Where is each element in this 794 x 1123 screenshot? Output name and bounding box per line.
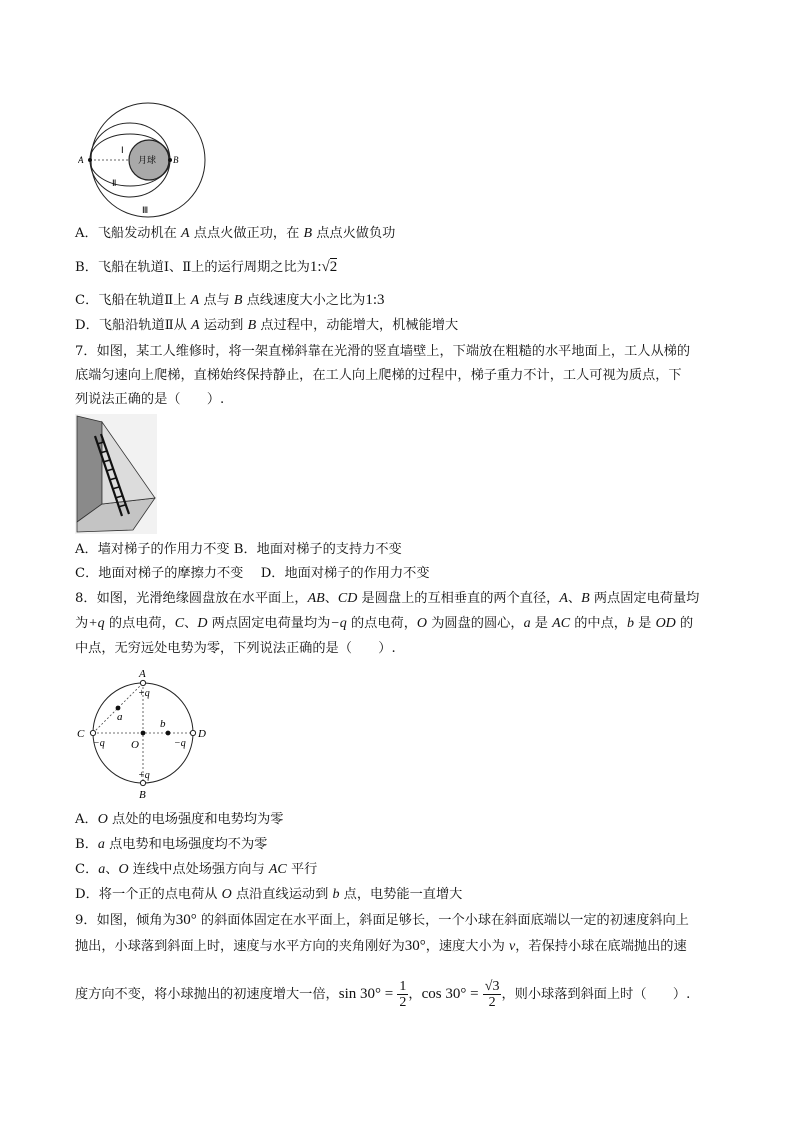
var: a: [523, 616, 531, 631]
orbit-figure: [78, 98, 214, 220]
text: 的点电荷，: [104, 616, 175, 631]
q9-stem-line2: [75, 936, 687, 957]
var: AC: [268, 862, 287, 877]
text: 是: [530, 616, 553, 631]
var: B: [233, 293, 243, 308]
q8-option-a: [75, 810, 283, 830]
var: O: [221, 887, 232, 902]
text: B．飞船在轨道Ⅰ、Ⅱ上的运行周期之比为: [75, 260, 310, 275]
text: 点与: [199, 293, 234, 308]
text: 的斜面体固定在水平面上，斜面足够长，一个小球在斜面底端以一定的初速度斜向上: [196, 913, 689, 928]
text: 是圆盘上的互相垂直的两个直径，: [357, 591, 560, 606]
q8-stem-line3: 中点，无穷远处电势为零，下列说法正确的是（ ）.: [75, 641, 396, 656]
charge-a: +q: [138, 688, 150, 699]
label-b: B: [139, 789, 146, 801]
text: D．将一个正的点电荷从: [75, 887, 222, 902]
var: C: [174, 616, 185, 631]
var: O: [118, 862, 129, 877]
cos-expr: cos 30° =: [421, 986, 479, 1002]
label-i: Ⅰ: [121, 145, 124, 155]
var: b: [626, 616, 634, 631]
text: 度方向不变，将小球抛出的初速度增大一倍，: [75, 987, 339, 1002]
charge-b: +q: [138, 770, 150, 781]
text: ，若保持小球在底端抛出的速: [515, 939, 687, 954]
q8-stem-line1: [75, 589, 699, 609]
text: 点点火做负功: [312, 226, 396, 241]
var: OD: [655, 616, 676, 631]
charge-c: −q: [93, 738, 105, 749]
label-c: C: [77, 728, 85, 740]
point-a: [88, 158, 92, 162]
denominator: 2: [488, 995, 496, 1010]
text: 连线中点处场强方向与: [128, 862, 269, 877]
text: ，速度大小为: [425, 939, 510, 954]
text: 点，电势能一直增大: [339, 887, 463, 902]
text: ，: [408, 987, 422, 1002]
label-b: B: [173, 155, 179, 165]
text: C．: [75, 862, 99, 877]
text: 运动到: [199, 318, 248, 333]
sqrt-radicand: 2: [329, 259, 338, 275]
text: B．: [75, 837, 98, 852]
var: a: [98, 862, 106, 877]
ladder-figure: [75, 414, 157, 534]
ratio: 1:: [309, 259, 322, 275]
text: 两点固定电荷量均为: [207, 616, 331, 631]
text: 为: [75, 616, 89, 631]
var: A: [191, 318, 200, 333]
label-o: O: [131, 739, 139, 751]
var: b: [332, 887, 340, 902]
var: AC: [552, 616, 571, 631]
q6-option-c: [75, 290, 385, 311]
var: B: [581, 591, 590, 606]
q8-option-c: [75, 860, 317, 880]
text: 平行: [286, 862, 318, 877]
numerator: √3: [484, 979, 500, 994]
charge-d: −q: [174, 738, 186, 749]
label-a-small: a: [117, 711, 123, 723]
text: 、: [567, 591, 582, 606]
text: 8．如图，光滑绝缘圆盘放在水平面上，: [75, 591, 308, 606]
label-a: A: [139, 668, 146, 680]
var: AB: [307, 591, 325, 606]
angle: 30°: [175, 912, 197, 928]
label-b-small: b: [160, 718, 166, 730]
q6-option-b: [75, 257, 337, 278]
label-ii: Ⅱ: [112, 178, 117, 188]
var: A: [181, 226, 190, 241]
text: ，则小球落到斜面上时（ ）.: [501, 987, 691, 1002]
text: 两点固定电荷量均: [589, 591, 700, 606]
point-d: [190, 730, 195, 735]
var: B: [247, 318, 257, 333]
fraction-root3-half: [483, 979, 502, 1010]
text: 、: [105, 862, 119, 877]
text: A．飞船发动机在: [75, 226, 182, 241]
text: 点点火做正功，在: [189, 226, 304, 241]
q8-stem-line2: [75, 614, 693, 634]
text: 是: [633, 616, 656, 631]
text: D．飞船沿轨道Ⅱ从: [75, 318, 192, 333]
sqrt: √2: [321, 259, 338, 275]
q8-option-d: [75, 885, 462, 905]
charge: +q: [88, 616, 105, 631]
text: 抛出，小球落到斜面上时，速度与水平方向的夹角刚好为: [75, 939, 405, 954]
sin-expr: sin 30° =: [338, 986, 394, 1002]
var: CD: [337, 591, 358, 606]
denominator: 2: [399, 995, 407, 1010]
text: A．: [75, 812, 98, 827]
label-d: D: [198, 728, 206, 740]
text: 的中点，: [570, 616, 627, 631]
disk-figure: [74, 666, 212, 802]
wall: [77, 416, 102, 522]
q7-options-ab: A．墙对梯子的作用力不变 B．地面对梯子的支持力不变: [75, 542, 402, 557]
q7-options-cd: C．地面对梯子的摩擦力不变 D．地面对梯子的作用力不变: [75, 566, 430, 581]
point-a: [140, 680, 145, 685]
text: 的点电荷，: [346, 616, 417, 631]
point-a-mid: [116, 706, 121, 711]
text: 点处的电场强度和电势均为零: [107, 812, 284, 827]
var: v: [509, 939, 516, 954]
point-b-mid: [166, 731, 171, 736]
var: A: [559, 591, 568, 606]
q6-option-a: [75, 224, 395, 244]
point-o: [141, 731, 146, 736]
point-c: [90, 730, 95, 735]
fraction-half: [397, 979, 408, 1010]
var: A: [190, 293, 200, 308]
text: 点沿直线运动到: [231, 887, 333, 902]
numerator: 1: [399, 979, 407, 994]
q7-stem-line1: 7．如图，某工人维修时，将一架直梯斜靠在光滑的竖直墙壁上，下端放在粗糙的水平地面上，工人从梯的: [75, 344, 691, 359]
label-iii: Ⅲ: [142, 205, 149, 215]
var: B: [303, 226, 313, 241]
text: C．飞船在轨道Ⅱ上: [75, 293, 191, 308]
moon-label: 月球: [138, 155, 157, 165]
text: 为圆盘的圆心，: [427, 616, 524, 631]
label-a: A: [78, 155, 84, 165]
point-b: [140, 780, 145, 785]
q7-stem-line2: 底端匀速向上爬梯，直梯始终保持静止，在工人向上爬梯的过程中，梯子重力不计，工人可视为质点，下: [75, 368, 682, 383]
var: D: [197, 616, 208, 631]
q9-stem-line3: [75, 976, 690, 1013]
angle: 30°: [404, 938, 426, 954]
text: 、: [184, 616, 198, 631]
point-b: [168, 158, 172, 162]
text: 、: [324, 591, 338, 606]
text: 点电势和电场强度均不为零: [104, 837, 268, 852]
var: O: [416, 616, 428, 631]
var: O: [97, 812, 108, 827]
ratio: 1:3: [365, 292, 385, 308]
text: 9．如图，倾角为: [75, 913, 176, 928]
text: 的: [675, 616, 694, 631]
q8-option-b: [75, 835, 267, 855]
text: 点过程中，动能增大，机械能增大: [256, 318, 459, 333]
q9-stem-line1: [75, 910, 689, 931]
text: 点线速度大小之比为: [242, 293, 366, 308]
q7-stem-line3: 列说法正确的是（ ）.: [75, 392, 225, 407]
charge: −q: [330, 616, 347, 631]
var: a: [97, 837, 105, 852]
q6-option-d: [75, 316, 458, 336]
